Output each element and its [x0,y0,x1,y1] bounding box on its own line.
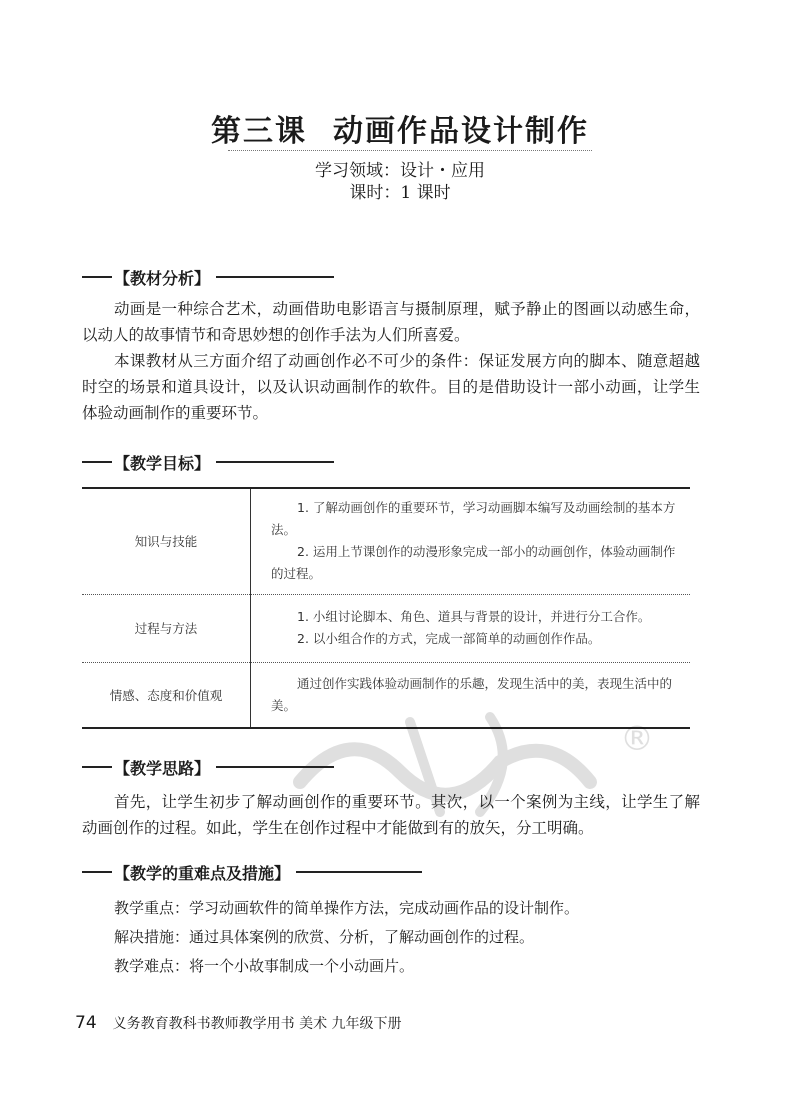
goal-category: 过程与方法 [82,594,251,662]
heading-rule [82,766,112,768]
lesson-number: 第三课 [211,114,307,149]
analysis-paragraph: 动画是一种综合艺术，动画借助电影语言与摄制原理，赋予静止的图画以动感生命，以动人的故事情节和奇思妙想的创作手法为人们所喜爱。 [82,300,700,344]
section-heading-analysis [82,265,334,289]
section-title: 【教学思路】 [114,758,211,778]
heading-rule [216,461,334,463]
section-title: 【教材分析】 [114,268,211,288]
analysis-paragraph: 本课教材从三方面介绍了动画创作必不可少的条件：保证发展方向的脚本、随意超越时空的场景和道具设计，以及认识动画制作的软件。目的是借助设计一部小动画，让学生体验动画制作的重要环节。 [82,352,700,422]
goal-content [251,488,691,594]
goal-item: 通过创作实践体验动画制作的乐趣，发现生活中的美，表现生活中的美。 [271,675,673,713]
class-hours: 课时：1 课时 [349,183,451,203]
book-title: 义务教育教科书教师教学用书 美术 九年级下册 [112,1016,402,1032]
section-heading-keypoints [82,860,422,884]
heading-rule [216,766,334,768]
approach-paragraph: 首先，让学生初步了解动画创作的重要环节。其次，以一个案例为主线，让学生了解动画创作的过程。如此，学生在创作过程中才能做到有的放矢，分工明确。 [82,793,700,837]
keypoint-line: 教学重点：学习动画软件的简单操作方法，完成动画作品的设计制作。 [114,899,580,917]
section-heading-approach [82,755,334,779]
heading-rule [216,276,334,278]
keypoint-line: 教学难点：将一个小故事制成一个小动画片。 [114,957,415,975]
lesson-name: 动画作品设计制作 [333,114,589,149]
registered-mark: ® [620,719,654,759]
keypoints-list [114,896,704,983]
goal-category: 情感、态度和价值观 [82,662,251,728]
page-footer [75,1013,402,1033]
section-title: 【教学目标】 [114,453,211,473]
heading-rule [82,461,112,463]
goal-content [251,594,691,662]
goal-item: 2. 运用上节课创作的动漫形象完成一部小的动画创作，体验动画制作的过程。 [271,544,676,582]
goals-table [82,487,690,729]
table-row [82,594,690,662]
section-title: 【教学的重难点及措施】 [114,863,291,883]
goal-item: 1. 了解动画创作的重要环节，学习动画脚本编写及动画绘制的基本方法。 [271,500,676,538]
section-heading-goals [82,450,334,474]
goal-item: 2. 以小组合作的方式，完成一部简单的动画创作作品。 [297,631,601,646]
heading-rule [296,871,422,873]
lesson-title [0,106,800,150]
heading-rule [82,276,112,278]
table-row [82,488,690,594]
heading-rule [82,871,112,873]
title-divider [228,150,592,151]
page-number: 74 [75,1013,97,1033]
learning-domain: 学习领域：设计・应用 [315,161,485,181]
goal-category: 知识与技能 [82,488,251,594]
goal-item: 1. 小组讨论脚本、角色、道具与背景的设计，并进行分工合作。 [297,609,651,624]
keypoint-line: 解决措施：通过具体案例的欣赏、分析，了解动画创作的过程。 [114,928,535,946]
